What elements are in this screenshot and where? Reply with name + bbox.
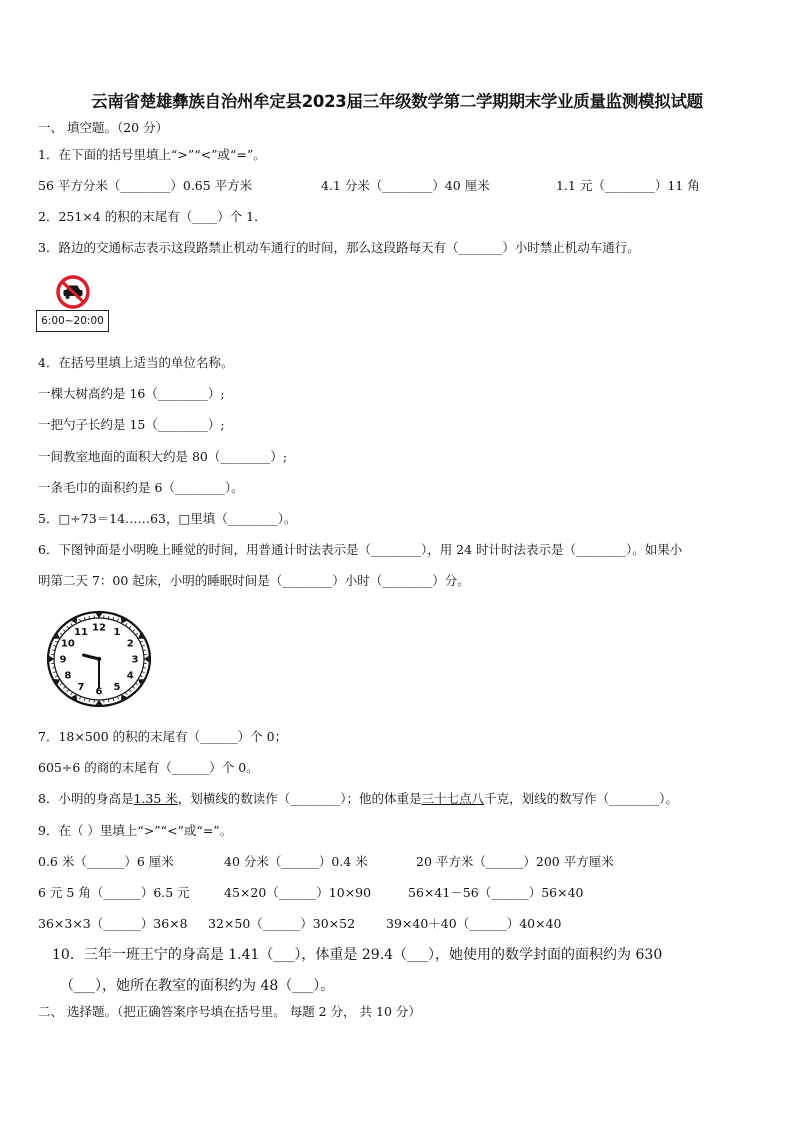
question-7-line-2: 605÷6 的商的末尾有（______）个 0。 bbox=[38, 760, 259, 775]
question-9-row-2-item-2: 45×20（______）10×90 bbox=[224, 885, 372, 900]
page-title: 云南省楚雄彝族自治州牟定县2023届三年级数学第二学期期末学业质量监测模拟试题 bbox=[91, 92, 703, 111]
clock-number: 1 bbox=[113, 626, 121, 638]
question-4-line-4: 一条毛巾的面积约是 6（________）。 bbox=[38, 480, 244, 495]
question-4-line-3: 一间教室地面的面积大约是 80（________）; bbox=[38, 449, 288, 464]
section-heading-multiple-choice: 二、 选择题。（把正确答案序号填在括号里。 每题 2 分， 共 10 分） bbox=[38, 1004, 421, 1019]
clock-number: 8 bbox=[64, 670, 72, 682]
question-9-row-1-item-3: 20 平方米（______）200 平方厘米 bbox=[416, 854, 614, 869]
clock-face bbox=[46, 610, 152, 708]
question-4-stem: 4．在括号里填上适当的单位名称。 bbox=[38, 355, 234, 370]
clock-number: 11 bbox=[74, 626, 88, 638]
question-9-row-3-item-2: 32×50（______）30×52 bbox=[208, 916, 356, 931]
question-8 bbox=[38, 790, 678, 808]
question-3: 3．路边的交通标志表示这段路禁止机动车通行的时间，那么这段路每天有（_______）小时禁止机动车通行。 bbox=[38, 240, 640, 255]
no-motor-vehicles-sign-icon bbox=[51, 275, 95, 309]
clock-number: 3 bbox=[131, 654, 139, 666]
clock-number: 2 bbox=[126, 638, 134, 650]
question-9-row-2-item-1: 6 元 5 角（______）6.5 元 bbox=[38, 885, 190, 900]
question-8-underlined-height: 1.35 米 bbox=[133, 791, 178, 806]
clock-number: 10 bbox=[60, 638, 75, 650]
question-9-row-3-item-1: 36×3×3（______）36×8 bbox=[38, 916, 188, 931]
question-9-row-2-item-3: 56×41－56（______）56×40 bbox=[408, 885, 584, 900]
question-1-stem: 1．在下面的括号里填上“>”“<”或“=”。 bbox=[38, 147, 266, 162]
section-heading-fill-in: 一、 填空题。（20 分） bbox=[38, 120, 169, 135]
clock-number: 5 bbox=[113, 682, 121, 694]
clock-number: 9 bbox=[59, 654, 67, 666]
question-8-part-c: ，划横线的数读作（________）；他的体重是 bbox=[177, 791, 422, 806]
question-6-line-1: 6．下图钟面是小明晚上睡觉的时间，用普通计时法表示是（________），用 24 时计时法表示是（________）。如果小 bbox=[38, 542, 683, 557]
question-9-stem: 9．在（ ）里填上“>”“<”或“=”。 bbox=[38, 823, 233, 838]
sign-time-label: 6:00~20:00 bbox=[36, 310, 109, 332]
question-4-line-2: 一把勺子长约是 15（________）; bbox=[38, 417, 225, 432]
question-9-row-1-item-1: 0.6 米（______）6 厘米 bbox=[38, 854, 174, 869]
question-5: 5．□÷73＝14……63，□里填（________）。 bbox=[38, 511, 297, 526]
question-4-line-1: 一棵大树高约是 16（________）; bbox=[38, 386, 225, 401]
clock-number: 6 bbox=[95, 686, 103, 698]
question-9-row-1-item-2: 40 分米（______）0.4 米 bbox=[224, 854, 368, 869]
question-10-line-2: （___），她所在教室的面积约为 48（___）。 bbox=[60, 978, 335, 994]
clock-number: 4 bbox=[126, 670, 134, 682]
question-1-item-1: 56 平方分米（________）0.65 平方米 bbox=[38, 178, 253, 193]
question-8-underlined-weight: 三十七点八 bbox=[421, 791, 485, 806]
clock-number: 7 bbox=[77, 682, 85, 694]
question-10-line-1: 10．三年一班王宁的身高是 1.41（___），体重是 29.4（___），她使用的数学封面的面积约为 630 bbox=[52, 947, 663, 963]
question-1-item-2: 4.1 分米（________）40 厘米 bbox=[321, 178, 490, 193]
clock-number: 12 bbox=[92, 622, 106, 634]
clock-center-pin bbox=[97, 657, 101, 661]
question-9-row-3-item-3: 39×40＋40（______）40×40 bbox=[386, 916, 562, 931]
question-1-item-3: 1.1 元（________）11 角 bbox=[556, 178, 700, 193]
question-7-line-1: 7．18×500 的积的末尾有（______）个 0； bbox=[38, 729, 288, 744]
question-2: 2．251×4 的积的末尾有（____）个 1． bbox=[38, 209, 267, 224]
question-8-part-e: 千克，划线的数写作（________）。 bbox=[484, 791, 678, 806]
question-8-part-a: 8．小明的身高是 bbox=[38, 791, 134, 806]
question-6-line-2: 明第二天 7：00 起床，小明的睡眠时间是（________）小时（________）分。 bbox=[38, 573, 470, 588]
